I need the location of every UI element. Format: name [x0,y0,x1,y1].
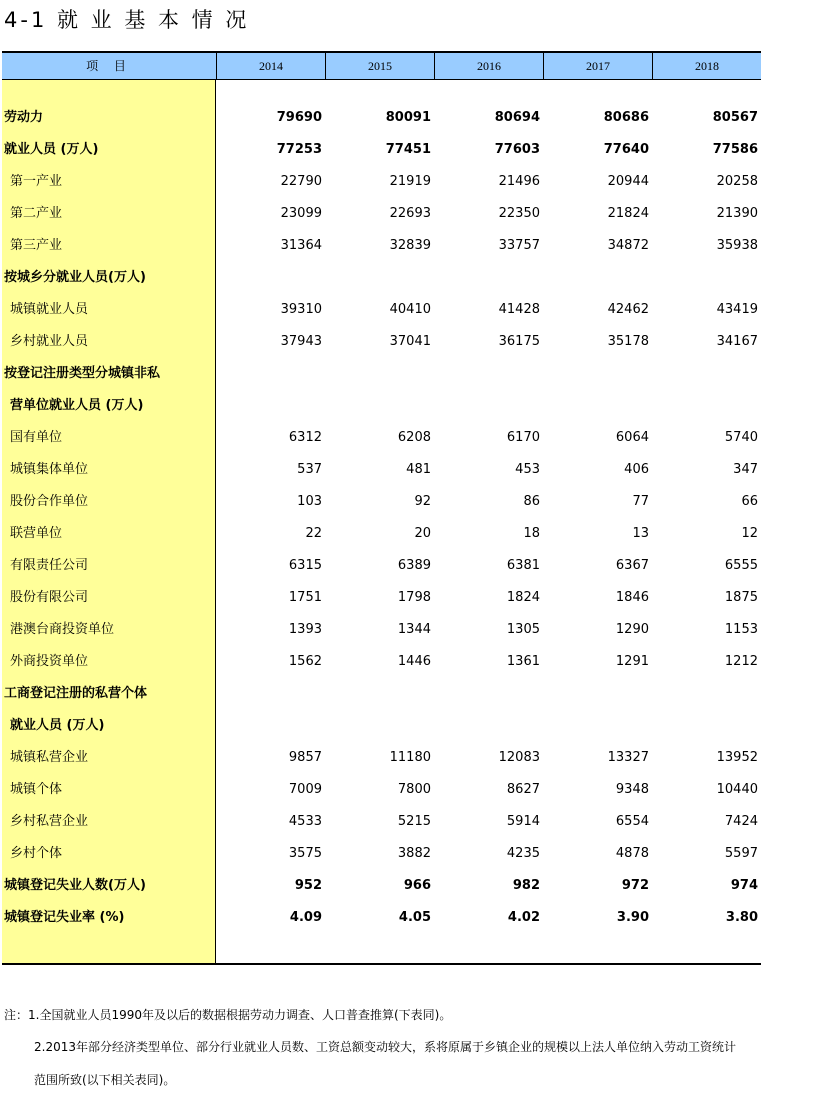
cell-value: 6367 [615,558,649,573]
cell-value: 21919 [389,174,431,189]
cell-value: 12 [741,526,758,541]
cell-value: 4.02 [507,910,540,925]
cell-value: 7800 [397,782,431,797]
table-row [2,742,761,774]
table-row [2,454,761,486]
cell-value: 42462 [607,302,649,317]
cell-value: 1153 [724,622,758,637]
cell-value: 1305 [506,622,540,637]
table-row [2,230,761,262]
cell-value: 406 [624,462,649,477]
cell-value: 982 [512,878,540,893]
cell-value: 86 [523,494,540,509]
cell-value: 6389 [397,558,431,573]
cell-value: 5914 [506,814,540,829]
cell-value: 34872 [607,238,649,253]
cell-value: 9348 [615,782,649,797]
table-row [2,678,761,710]
header-year-2017: 2017 [543,53,652,80]
cell-value: 3882 [397,846,431,861]
table-row [2,614,761,646]
row-label: 港澳台商投资单位 [10,622,115,637]
cell-value: 6381 [506,558,540,573]
table-row [2,550,761,582]
cell-value: 6208 [397,430,431,445]
table-row [2,422,761,454]
table-row [2,294,761,326]
cell-value: 21390 [716,206,758,221]
table-row [2,486,761,518]
note-line-3: 范围所致(以下相关表同)。 [34,1073,176,1087]
header-year-2018: 2018 [652,53,761,80]
row-label: 外商投资单位 [10,654,89,669]
cell-value: 3.90 [616,910,649,925]
row-label: 国有单位 [10,430,63,445]
cell-value: 23099 [280,206,322,221]
row-label: 按城乡分就业人员(万人) [4,270,146,285]
cell-value: 92 [414,494,431,509]
cell-value: 13952 [716,750,758,765]
cell-value: 79690 [276,110,322,125]
row-label: 乡村就业人员 [10,334,89,349]
cell-value: 43419 [716,302,758,317]
cell-value: 80694 [494,110,540,125]
cell-value: 974 [730,878,758,893]
table-bottom-rule [2,963,761,965]
cell-value: 35178 [607,334,649,349]
header-item: 项 目 [86,59,132,73]
cell-value: 20944 [607,174,649,189]
cell-value: 77253 [276,142,322,157]
cell-value: 6170 [506,430,540,445]
cell-value: 7009 [288,782,322,797]
header-year-2014: 2014 [216,53,325,80]
cell-value: 4533 [288,814,322,829]
cell-value: 21824 [607,206,649,221]
cell-value: 4235 [506,846,540,861]
row-label: 就业人员 (万人) [4,142,99,157]
cell-value: 1291 [615,654,649,669]
cell-value: 80686 [603,110,649,125]
table-row [2,646,761,678]
table-row [2,838,761,870]
cell-value: 13327 [607,750,649,765]
cell-value: 21496 [498,174,540,189]
table-row [2,710,761,742]
row-label: 第三产业 [10,238,63,253]
cell-value: 1751 [288,590,322,605]
table-row [2,326,761,358]
cell-value: 3575 [288,846,322,861]
cell-value: 66 [741,494,758,509]
cell-value: 1846 [615,590,649,605]
cell-value: 6554 [615,814,649,829]
cell-value: 5597 [724,846,758,861]
cell-value: 22693 [389,206,431,221]
cell-value: 1212 [724,654,758,669]
row-label: 按登记注册类型分城镇非私 [4,366,161,381]
cell-value: 1290 [615,622,649,637]
cell-value: 1446 [397,654,431,669]
row-label: 股份有限公司 [10,590,89,605]
cell-value: 4.05 [398,910,431,925]
cell-value: 1798 [397,590,431,605]
row-label: 城镇私营企业 [10,750,89,765]
cell-value: 12083 [498,750,540,765]
cell-value: 36175 [498,334,540,349]
table-row [2,774,761,806]
row-label: 劳动力 [4,110,44,125]
table-row [2,262,761,294]
row-label: 股份合作单位 [10,494,89,509]
table-row [2,518,761,550]
row-label: 工商登记注册的私营个体 [4,686,148,701]
cell-value: 34167 [716,334,758,349]
cell-value: 5740 [724,430,758,445]
cell-value: 3.80 [725,910,758,925]
cell-value: 1562 [288,654,322,669]
cell-value: 103 [297,494,322,509]
cell-value: 22350 [498,206,540,221]
row-label: 就业人员 (万人) [10,718,105,733]
cell-value: 20 [414,526,431,541]
cell-value: 1344 [397,622,431,637]
row-label: 城镇个体 [10,782,63,797]
cell-value: 22 [305,526,322,541]
table-row [2,102,761,134]
cell-value: 31364 [280,238,322,253]
cell-value: 10440 [716,782,758,797]
table-row [2,134,761,166]
cell-value: 39310 [280,302,322,317]
cell-value: 77603 [494,142,540,157]
cell-value: 6312 [288,430,322,445]
page-title: 4-1 就 业 基 本 情 况 [4,8,250,32]
cell-value: 37943 [280,334,322,349]
cell-value: 18 [523,526,540,541]
table-row [2,358,761,390]
cell-value: 20258 [716,174,758,189]
cell-value: 6555 [724,558,758,573]
cell-value: 4.09 [289,910,322,925]
table-header [2,51,761,80]
cell-value: 77 [632,494,649,509]
row-label: 第二产业 [10,206,63,221]
cell-value: 41428 [498,302,540,317]
table-row [2,806,761,838]
cell-value: 32839 [389,238,431,253]
row-label: 营单位就业人员 (万人) [10,398,144,413]
cell-value: 1361 [506,654,540,669]
note-line-1: 注：1.全国就业人员1990年及以后的数据根据劳动力调查、人口普查推算(下表同)。 [4,1008,452,1022]
cell-value: 80567 [712,110,758,125]
cell-value: 453 [515,462,540,477]
cell-value: 966 [403,878,431,893]
header-year-2016: 2016 [434,53,543,80]
header-year-2015: 2015 [325,53,434,80]
table-row [2,198,761,230]
cell-value: 4878 [615,846,649,861]
cell-value: 77586 [712,142,758,157]
cell-value: 13 [632,526,649,541]
cell-value: 9857 [288,750,322,765]
table-row [2,870,761,902]
row-label: 乡村私营企业 [10,814,89,829]
cell-value: 537 [297,462,322,477]
table-row [2,166,761,198]
cell-value: 1875 [724,590,758,605]
cell-value: 11180 [389,750,431,765]
cell-value: 80091 [385,110,431,125]
table-row [2,390,761,422]
row-label: 乡村个体 [10,846,63,861]
row-label: 城镇登记失业人数(万人) [4,878,146,893]
row-label: 第一产业 [10,174,63,189]
cell-value: 1824 [506,590,540,605]
row-label: 有限责任公司 [10,558,89,573]
cell-value: 481 [406,462,431,477]
row-label: 城镇登记失业率 (%) [4,910,125,925]
cell-value: 972 [621,878,649,893]
cell-value: 8627 [506,782,540,797]
row-label: 城镇就业人员 [10,302,89,317]
table-row [2,582,761,614]
cell-value: 77451 [385,142,431,157]
cell-value: 35938 [716,238,758,253]
cell-value: 77640 [603,142,649,157]
cell-value: 1393 [288,622,322,637]
row-label: 城镇集体单位 [10,462,89,477]
cell-value: 6315 [288,558,322,573]
cell-value: 347 [733,462,758,477]
cell-value: 37041 [389,334,431,349]
cell-value: 952 [294,878,322,893]
cell-value: 33757 [498,238,540,253]
cell-value: 5215 [397,814,431,829]
row-label: 联营单位 [10,526,63,541]
cell-value: 40410 [389,302,431,317]
cell-value: 22790 [280,174,322,189]
cell-value: 7424 [724,814,758,829]
table-row [2,902,761,934]
note-line-2: 2.2013年部分经济类型单位、部分行业就业人员数、工资总额变动较大，系将原属于乡镇企业的规模以上法人单位纳入劳动工资统计 [34,1040,736,1054]
cell-value: 6064 [615,430,649,445]
